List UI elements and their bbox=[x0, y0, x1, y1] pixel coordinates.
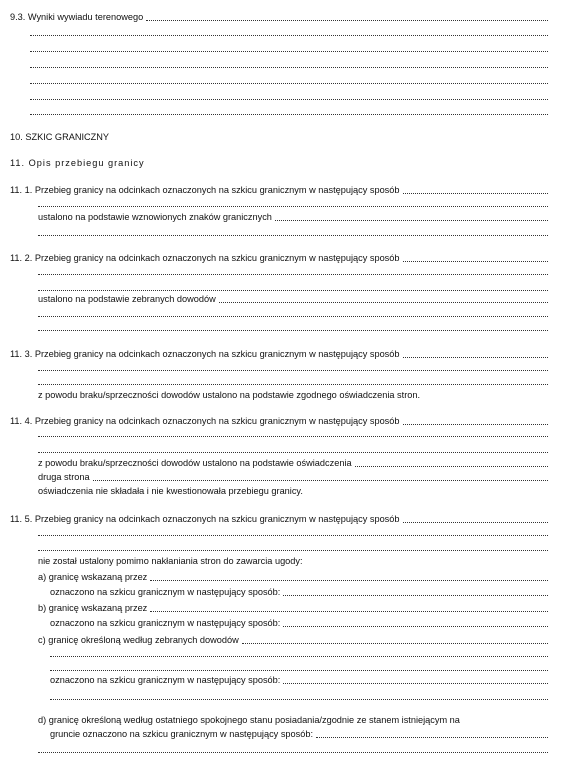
section-11-2-lead bbox=[10, 253, 548, 264]
section-11-2-sub bbox=[38, 294, 548, 305]
item-a-line1-text: a) granicę wskazaną przez bbox=[38, 572, 148, 582]
section-10-title: 10. SZKIC GRANICZNY bbox=[10, 132, 110, 142]
section-11-4-sub2 bbox=[38, 472, 548, 483]
section-11-2-lead-text: 11. 2. Przebieg granicy na odcinkach oznaczonych na szkicu granicznym w następujący sposób bbox=[10, 253, 400, 263]
fill-line[interactable] bbox=[38, 550, 548, 551]
section-11-4-lead-text: 11. 4. Przebieg granicy na odcinkach oznaczonych na szkicu granicznym w następujący sposób bbox=[10, 416, 400, 426]
fill-line[interactable] bbox=[50, 670, 548, 671]
fill-line[interactable] bbox=[30, 83, 548, 84]
fill-line[interactable] bbox=[30, 99, 548, 100]
item-b-line1 bbox=[38, 603, 548, 614]
item-b-line1-text: b) granicę wskazaną przez bbox=[38, 603, 148, 613]
section-11-5-intro: nie został ustalony pomimo nakłaniania stron do zawarcia ugody: bbox=[38, 556, 303, 566]
fill-line[interactable] bbox=[38, 235, 548, 236]
section-11-1-lead bbox=[10, 185, 548, 196]
section-11-5-lead-text: 11. 5. Przebieg granicy na odcinkach oznaczonych na szkicu granicznym w następujący sposób bbox=[10, 514, 400, 524]
item-c-line2-text: oznaczono na szkicu granicznym w następujący sposób: bbox=[50, 675, 281, 685]
section-11-4-sub1-text: z powodu braku/sprzeczności dowodów ustalono na podstawie oświadczenia bbox=[38, 458, 352, 468]
section-11-1-sub bbox=[38, 212, 548, 223]
section-11-title: 11. Opis przebiegu granicy bbox=[10, 158, 145, 168]
item-a-line1 bbox=[38, 572, 548, 583]
fill-line[interactable] bbox=[38, 384, 548, 385]
section-11-3-lead-text: 11. 3. Przebieg granicy na odcinkach oznaczonych na szkicu granicznym w następujący sposób bbox=[10, 349, 400, 359]
item-c-line2 bbox=[50, 675, 548, 686]
fill-line[interactable] bbox=[30, 67, 548, 68]
fill-line[interactable] bbox=[50, 699, 548, 700]
section-11-2-sub-text: ustalono na podstawie zebranych dowodów bbox=[38, 294, 216, 304]
item-c-line1 bbox=[38, 635, 548, 646]
item-a-line2 bbox=[50, 587, 548, 598]
item-b-line2-text: oznaczono na szkicu granicznym w następujący sposób: bbox=[50, 618, 281, 628]
item-d-line2-text: gruncie oznaczono na szkicu granicznym w następujący sposób: bbox=[50, 729, 314, 739]
section-11-5-lead bbox=[10, 514, 548, 525]
section-11-1-sub-text: ustalono na podstawie wznowionych znaków granicznych bbox=[38, 212, 272, 222]
fill-line[interactable] bbox=[38, 206, 548, 207]
fill-line[interactable] bbox=[38, 330, 548, 331]
section-11-4-sub3: oświadczenia nie składała i nie kwestionowała przebiegu granicy. bbox=[38, 486, 303, 496]
section-11-3-sub: z powodu braku/sprzeczności dowodów ustalono na podstawie zgodnego oświadczenia stron. bbox=[38, 390, 421, 400]
fill-line[interactable] bbox=[38, 535, 548, 536]
fill-line[interactable] bbox=[38, 370, 548, 371]
section-9-3-heading bbox=[10, 12, 548, 23]
item-d-line2 bbox=[50, 729, 548, 740]
fill-line[interactable] bbox=[38, 452, 548, 453]
fill-line[interactable] bbox=[38, 752, 548, 753]
item-a-line2-text: oznaczono na szkicu granicznym w następujący sposób: bbox=[50, 587, 281, 597]
section-11-4-lead bbox=[10, 416, 548, 427]
section-9-3-title: 9.3. Wyniki wywiadu terenowego bbox=[10, 12, 144, 22]
fill-line[interactable] bbox=[30, 35, 548, 36]
fill-line[interactable] bbox=[30, 114, 548, 115]
fill-line[interactable] bbox=[50, 656, 548, 657]
fill-line[interactable] bbox=[38, 290, 548, 291]
section-11-3-lead bbox=[10, 349, 548, 360]
section-11-4-sub2-text: druga strona bbox=[38, 472, 90, 482]
item-b-line2 bbox=[50, 618, 548, 629]
item-c-line1-text: c) granicę określoną według zebranych dowodów bbox=[38, 635, 239, 645]
item-d-line1: d) granicę określoną według ostatniego spokojnego stanu posiadania/zgodnie ze stanem istniejącym na bbox=[38, 715, 460, 725]
section-11-4-sub1 bbox=[38, 458, 548, 469]
section-11-1-lead-text: 11. 1. Przebieg granicy na odcinkach oznaczonych na szkicu granicznym w następujący sposób bbox=[10, 185, 400, 195]
fill-line[interactable] bbox=[38, 436, 548, 437]
fill-line[interactable] bbox=[38, 274, 548, 275]
fill-line[interactable] bbox=[38, 316, 548, 317]
fill-line[interactable] bbox=[30, 51, 548, 52]
